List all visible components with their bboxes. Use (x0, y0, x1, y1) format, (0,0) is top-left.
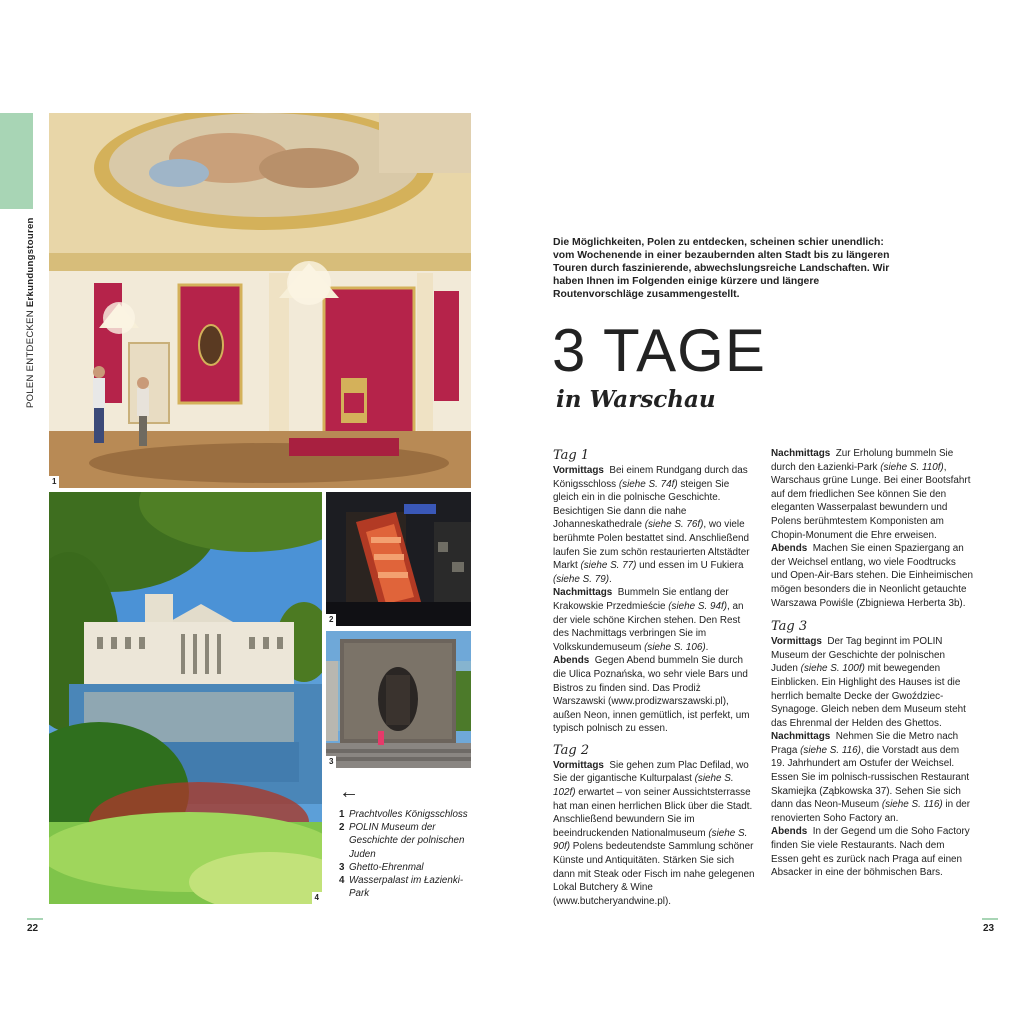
subsection-name: Erkundungstouren (25, 217, 36, 308)
caption-text: Ghetto-Ehrenmal (349, 861, 424, 873)
day-morning: Vormittags Der Tag beginnt im POLIN Museum der Geschichte der polnischen Juden (siehe S. 100f) mit bewegenden Einblicken. Ein Highlight des Hauses ist die herrlich bemalte Decke der Gwoździec-Synagoge. Gleich neben dem Museum steht das Ehrenmal der Helden des Ghettos. (771, 636, 966, 729)
text-column-left (553, 447, 755, 908)
text-column-right (771, 447, 973, 880)
photo-number: 4 (312, 892, 322, 904)
time-label: Abends (771, 826, 808, 838)
caption-number: 4 (339, 875, 345, 887)
caption-text: Prachtvolles Königsschloss (349, 809, 468, 820)
caption-text: POLIN Museum der Geschichte der polnischen Juden (349, 822, 465, 860)
page-marker-left (27, 918, 43, 920)
time-label: Abends (553, 655, 590, 667)
intro-text: Die Möglichkeiten, Polen zu entdecken, scheinen schier unendlich: vom Wochenende in einer bezaubernden alten Stadt bis zu längeren Touren durch faszinierende, abwechslungsreiche Landschaften. Wir haben Ihnen im Folgenden einige kürzere und längere Routenvorschläge zusammengestellt. (553, 237, 890, 300)
photo-water-palace (49, 492, 322, 904)
photo-royal-castle-interior (49, 113, 471, 488)
time-label: Vormittags (771, 636, 822, 648)
day-evening: Abends Machen Sie einen Spaziergang an der Weichsel entlang, wo viele Foodtrucks und Open-Air-Bars stehen. Die Einheimischen mögen besonders die in Neonlicht getauchte Warszawa Powiśle (Zbigniewa Herberta 3b). (771, 543, 973, 609)
time-label: Nachmittags (771, 448, 831, 459)
photo-number: 2 (326, 614, 336, 626)
caption-item (339, 808, 479, 821)
section-label (25, 217, 36, 408)
time-label: Nachmittags (771, 731, 831, 743)
page-number-left: 22 (27, 923, 39, 934)
time-label: Vormittags (553, 759, 604, 771)
photo-ghetto-monument (326, 631, 471, 768)
day-heading: Tag 3 (771, 619, 808, 635)
caption-text: Wasserpalast im Łazienki-Park (349, 875, 464, 900)
page-marker-right (982, 918, 998, 920)
day-evening: Abends In der Gegend um die Soho Factory finden Sie viele Restaurants. Nach dem Essen geht es zurück nach Praga auf einen Absacker in eine der böhmischen Bars. (771, 826, 970, 879)
time-label: Vormittags (553, 465, 604, 476)
caption-item (339, 874, 479, 900)
day-afternoon: Nachmittags Bummeln Sie entlang der Krakowskie Przedmieście (siehe S. 94f), an der viele schöne Kirchen stehen. Den Rest des Nachmittags verbringen Sie im Volkskundemuseum (siehe S. 106). (553, 587, 744, 653)
time-label: Nachmittags (553, 587, 613, 599)
photo-captions (339, 782, 479, 900)
caption-number: 2 (339, 822, 345, 834)
arrow-left-icon: ← (339, 781, 359, 803)
day-morning: Vormittags Bei einem Rundgang durch das Königsschloss (siehe S. 74f) steigen Sie gleich ein in die polnische Geschichte. Besichtigen Sie dann die nahe Johanneskathedrale (siehe S. 76f), wo viele berühmte Polen bestattet sind. Anschließend laufen Sie zum schön restaurierten Altstädter Markt (siehe S. 77) und essen im U Fukiera (siehe S. 79). (553, 465, 750, 585)
caption-item (339, 861, 479, 874)
photo-number: 3 (326, 756, 336, 768)
section-color-tab (0, 113, 33, 209)
section-name: POLEN ENTDECKEN (25, 310, 36, 408)
photo-number: 1 (49, 476, 59, 488)
day-heading: Tag 2 (553, 742, 590, 758)
day-afternoon: Nachmittags Zur Erholung bummeln Sie durch den Łazienki-Park (siehe S. 110f), Warschaus grüne Lunge. Bei einer Bootsfahrt auf dem friedlichen See können Sie den eleganten Wasserpalast bewundern und Polens berühmtestem Komponisten am Chopin-Monument die Ehre erweisen. (771, 448, 971, 541)
day-morning: Vormittags Sie gehen zum Plac Defilad, wo Sie der gigantische Kulturpalast (siehe S. 102f) erwartet – von seiner Aussichtsterrasse hat man einen herrlichen Blick über die Stadt. Anschließend bewundern Sie im beeindruckenden Nationalmuseum (siehe S. 90f) Polens bedeutendste Sammlung schöner Künste und Antiquitäten. Stärken Sie sich dann mit Steak oder Fisch im nahe gelegenen Lokal Butchery & Wine (www.butcheryandwine.pl). (553, 759, 755, 907)
photo-polin-museum (326, 492, 471, 626)
caption-number: 1 (339, 809, 345, 820)
time-label: Abends (771, 543, 808, 555)
page-subtitle: in Warschau (556, 386, 716, 413)
day-evening: Abends Gegen Abend bummeln Sie durch die Ulica Poznańska, wo sehr viele Bars und Bistros zu finden sind. Das Prodiż Warszawski (www.prodizwarszawski.pl), außen Neon, innen gemütlich, ist perfekt, um typisch polnisch zu essen. (553, 655, 750, 735)
page-title: 3 TAGE (552, 317, 766, 384)
day-afternoon: Nachmittags Nehmen Sie die Metro nach Praga (siehe S. 116), die Vorstadt aus dem 19. Jahrhundert am Ostufer der Weichsel. Essen Sie im polnisch-russischen Restaurant Skamiejka (Ząbkowska 37). Sehen Sie sich dann das Neon-Museum (siehe S. 116) in der renovierten Soho Factory an. (771, 731, 971, 824)
page-number-right: 23 (983, 923, 995, 934)
caption-item (339, 821, 479, 861)
caption-number: 3 (339, 861, 345, 873)
day-heading: Tag 1 (553, 448, 590, 463)
